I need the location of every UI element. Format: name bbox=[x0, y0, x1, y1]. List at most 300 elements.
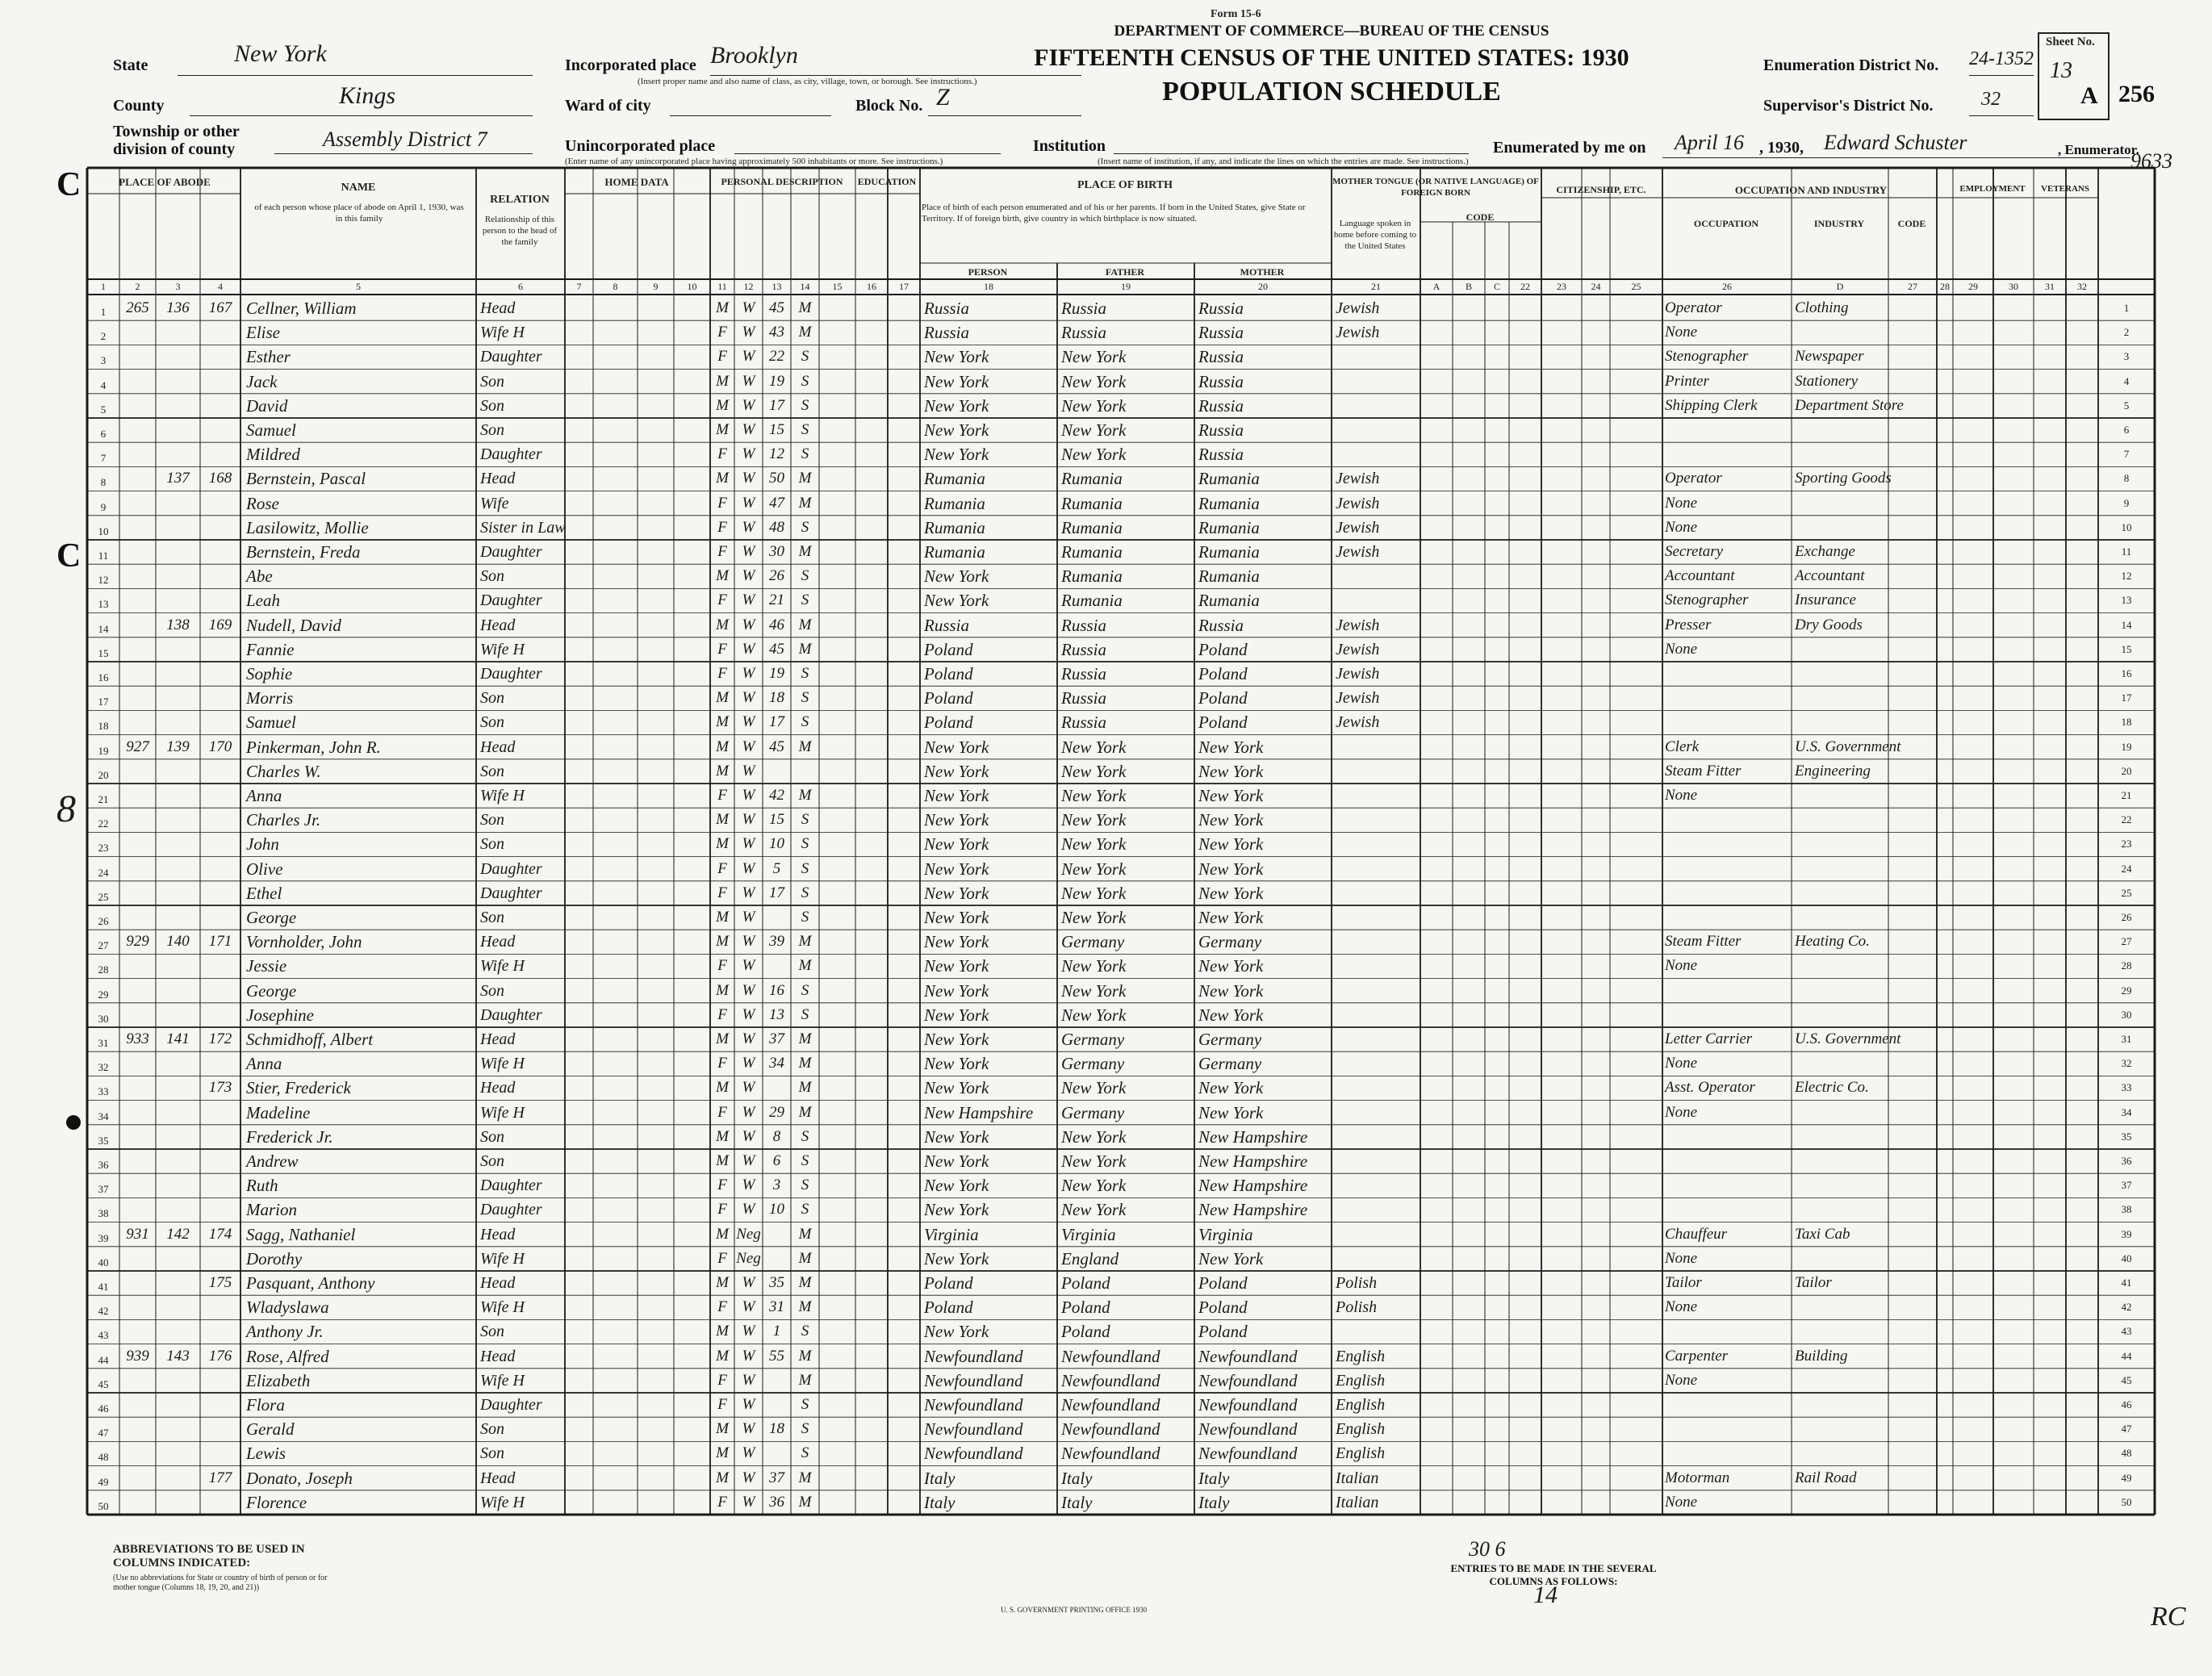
sex: M bbox=[716, 1323, 729, 1340]
mother-tongue: Jewish bbox=[1336, 665, 1380, 683]
marital: S bbox=[801, 1420, 809, 1438]
mother-birthplace: Poland bbox=[1198, 1322, 1248, 1342]
line-number-right: 48 bbox=[2121, 1447, 2132, 1460]
line-number: 11 bbox=[98, 550, 109, 562]
birthplace: New York bbox=[924, 956, 989, 976]
marital: S bbox=[801, 981, 809, 999]
sex: M bbox=[716, 689, 729, 707]
marital: S bbox=[801, 1201, 809, 1218]
line-number: 31 bbox=[98, 1037, 109, 1049]
race: W bbox=[742, 665, 755, 682]
dwelling-number: 141 bbox=[166, 1030, 190, 1047]
relation: Head bbox=[480, 616, 516, 634]
age: 43 bbox=[769, 324, 784, 341]
age: 1 bbox=[772, 1323, 781, 1340]
marital: M bbox=[798, 1030, 812, 1047]
relation: Wife H bbox=[480, 1103, 525, 1122]
sex: F bbox=[717, 1249, 727, 1267]
father-birthplace: Russia bbox=[1061, 615, 1107, 635]
mother-birthplace: Russia bbox=[1198, 615, 1244, 635]
person-head: PERSON bbox=[968, 266, 1008, 278]
person-name: Esther bbox=[246, 347, 291, 367]
birthplace: New York bbox=[924, 1176, 989, 1196]
family-number: 168 bbox=[208, 470, 232, 487]
line-number: 43 bbox=[98, 1329, 109, 1342]
age: 26 bbox=[769, 567, 784, 585]
line-number: 41 bbox=[98, 1281, 109, 1293]
mother-birthplace: New Hampshire bbox=[1198, 1151, 1308, 1171]
family-number: 167 bbox=[208, 299, 232, 316]
mother-birthplace: New York bbox=[1198, 883, 1264, 903]
person-name: Samuel bbox=[246, 713, 296, 733]
line-number: 34 bbox=[98, 1110, 109, 1122]
birthplace: Poland bbox=[924, 688, 973, 708]
line-number-right: 40 bbox=[2121, 1252, 2132, 1264]
line-number-right: 44 bbox=[2121, 1349, 2132, 1362]
relation: Head bbox=[480, 1030, 516, 1048]
sex: M bbox=[716, 811, 729, 829]
relation: Head bbox=[480, 1469, 516, 1487]
state-line bbox=[178, 75, 533, 76]
line-number: 38 bbox=[98, 1207, 109, 1220]
marital: S bbox=[801, 665, 809, 682]
person-name: Ethel bbox=[246, 883, 282, 903]
birthplace: Poland bbox=[924, 1273, 973, 1293]
line-number-right: 24 bbox=[2121, 862, 2132, 875]
occupation: Tailor bbox=[1665, 1274, 1702, 1291]
father-head: FATHER bbox=[1105, 266, 1145, 278]
corner-mark: RC bbox=[2151, 1602, 2186, 1632]
line-number: 14 bbox=[98, 622, 109, 635]
line-number: 22 bbox=[98, 817, 109, 830]
birthplace: Newfoundland bbox=[924, 1444, 1023, 1464]
line-number-right: 27 bbox=[2121, 935, 2132, 948]
column-number-15: 15 bbox=[832, 281, 843, 292]
mother-birthplace: Newfoundland bbox=[1198, 1346, 1298, 1366]
race: W bbox=[742, 640, 755, 658]
marital: S bbox=[801, 1152, 809, 1169]
occupation: Steam Fitter bbox=[1665, 762, 1742, 779]
sex: F bbox=[717, 494, 727, 512]
age: 37 bbox=[769, 1469, 784, 1486]
industry: Dry Goods bbox=[1795, 616, 1863, 633]
industry: U.S. Government bbox=[1795, 738, 1901, 755]
line-number-right: 50 bbox=[2121, 1495, 2132, 1508]
race: W bbox=[742, 933, 755, 951]
age: 3 bbox=[772, 1177, 781, 1194]
relation: Son bbox=[480, 981, 504, 1000]
mother-birthplace: Poland bbox=[1198, 639, 1248, 659]
occupation: None bbox=[1665, 787, 1698, 804]
occupation: Stenographer bbox=[1665, 348, 1749, 366]
ward-label: Ward of city bbox=[565, 97, 651, 115]
mother-tongue: English bbox=[1336, 1371, 1386, 1390]
father-birthplace: Russia bbox=[1061, 688, 1107, 708]
state-value: New York bbox=[234, 40, 327, 67]
race: W bbox=[742, 1177, 755, 1194]
father-birthplace: New York bbox=[1061, 761, 1127, 781]
mother-birthplace: New York bbox=[1198, 810, 1264, 830]
relation: Daughter bbox=[480, 1201, 542, 1219]
relation: Son bbox=[480, 567, 504, 586]
block-value: Z bbox=[936, 84, 950, 111]
relation: Sister in Law bbox=[480, 518, 566, 537]
birthplace: Rumania bbox=[924, 493, 985, 513]
mother-tongue: Jewish bbox=[1336, 543, 1380, 561]
block-label: Block No. bbox=[855, 97, 923, 115]
marital: S bbox=[801, 811, 809, 829]
line-number-right: 11 bbox=[2121, 545, 2132, 558]
father-birthplace: New York bbox=[1061, 420, 1127, 440]
person-name: Rose, Alfred bbox=[246, 1346, 329, 1366]
mother-birthplace: Russia bbox=[1198, 420, 1244, 440]
mother-birthplace: Rumania bbox=[1198, 542, 1260, 562]
person-name: Flora bbox=[246, 1395, 285, 1415]
father-birthplace: Newfoundland bbox=[1061, 1444, 1160, 1464]
birthplace: New York bbox=[924, 347, 989, 367]
line-number-right: 38 bbox=[2121, 1203, 2132, 1216]
family-number: 171 bbox=[208, 933, 232, 951]
relation: Daughter bbox=[480, 1396, 542, 1414]
person-name: Sophie bbox=[246, 664, 293, 683]
ed-line bbox=[1969, 75, 2034, 76]
race: W bbox=[742, 957, 755, 975]
person-name: Pinkerman, John R. bbox=[246, 737, 381, 757]
code2-head: CODE bbox=[1897, 218, 1926, 229]
mother-birthplace: Germany bbox=[1198, 932, 1262, 952]
age: 17 bbox=[769, 713, 784, 731]
abbrev-note: (Use no abbreviations for State or country of birth of person or for mother tongue (Columns 18, 19, 20, and 21)) bbox=[113, 1574, 328, 1592]
column-number-26: 26 bbox=[1722, 281, 1732, 292]
line-number: 19 bbox=[98, 744, 109, 757]
column-number-9: 9 bbox=[653, 281, 659, 292]
mother-birthplace: Virginia bbox=[1198, 1224, 1253, 1244]
mother-birthplace: New York bbox=[1198, 737, 1264, 757]
age: 13 bbox=[769, 1005, 784, 1023]
father-birthplace: Poland bbox=[1061, 1298, 1110, 1318]
age: 31 bbox=[769, 1298, 784, 1316]
occupation: Chauffeur bbox=[1665, 1225, 1728, 1243]
enumerator-name: Edward Schuster bbox=[1824, 131, 1967, 154]
mother-birthplace: Germany bbox=[1198, 1030, 1262, 1049]
father-birthplace: New York bbox=[1061, 834, 1127, 855]
person-name: Jessie bbox=[246, 956, 287, 976]
relation: Wife H bbox=[480, 1493, 525, 1511]
race: W bbox=[742, 1055, 755, 1072]
column-number-6: 6 bbox=[518, 281, 523, 292]
industry: Department Store bbox=[1795, 396, 1904, 414]
mother-tongue: English bbox=[1336, 1420, 1386, 1439]
mother-birthplace: New York bbox=[1198, 1005, 1264, 1025]
sex: F bbox=[717, 1493, 727, 1511]
mother-head: MOTHER bbox=[1240, 266, 1285, 278]
dwelling-number: 138 bbox=[166, 616, 190, 633]
dwelling-number: 136 bbox=[166, 299, 190, 316]
line-number: 26 bbox=[98, 915, 109, 927]
family-number: 172 bbox=[208, 1030, 232, 1047]
age: 12 bbox=[769, 445, 784, 463]
marital: S bbox=[801, 421, 809, 438]
person-name: Dorothy bbox=[246, 1248, 303, 1268]
line-number: 50 bbox=[98, 1499, 109, 1512]
relation-desc: Relationship of this person to the head of the family bbox=[482, 215, 558, 247]
age: 18 bbox=[769, 689, 784, 707]
column-number-18: 18 bbox=[984, 281, 993, 292]
father-birthplace: New York bbox=[1061, 786, 1127, 805]
father-birthplace: Rumania bbox=[1061, 469, 1123, 489]
section-personal: PERSONAL DESCRIPTION bbox=[721, 176, 843, 187]
column-number-25: 25 bbox=[1631, 281, 1641, 292]
race: W bbox=[742, 981, 755, 999]
marital: S bbox=[801, 348, 809, 366]
section-employment: EMPLOYMENT bbox=[1959, 184, 2026, 194]
relation: Son bbox=[480, 762, 504, 780]
industry: Tailor bbox=[1795, 1274, 1832, 1291]
mother-tongue: Jewish bbox=[1336, 518, 1380, 537]
person-name: Gerald bbox=[246, 1419, 295, 1440]
sex: M bbox=[716, 1225, 729, 1243]
marital: M bbox=[798, 616, 812, 633]
line-number-right: 6 bbox=[2123, 424, 2130, 436]
line-number-right: 23 bbox=[2121, 838, 2132, 851]
industry: Accountant bbox=[1795, 567, 1865, 585]
dwelling-number: 142 bbox=[166, 1225, 190, 1243]
line-number-right: 17 bbox=[2121, 692, 2132, 704]
sex: M bbox=[716, 933, 729, 951]
name-desc: of each person whose place of abode on April 1, 1930, was in this family bbox=[254, 203, 464, 224]
marital: S bbox=[801, 1177, 809, 1194]
industry-head: INDUSTRY bbox=[1813, 218, 1865, 229]
line-number-right: 49 bbox=[2121, 1471, 2132, 1484]
tally-marks-2: 14 bbox=[1533, 1582, 1558, 1608]
line-number-right: 18 bbox=[2121, 716, 2132, 729]
person-name: Vornholder, John bbox=[246, 932, 362, 952]
line-number: 37 bbox=[98, 1183, 109, 1196]
department-title: DEPARTMENT OF COMMERCE—BUREAU OF THE CENSUS bbox=[1114, 23, 1549, 40]
race: W bbox=[742, 1103, 755, 1121]
column-number-2: 2 bbox=[135, 281, 140, 292]
birthplace: New York bbox=[924, 810, 989, 830]
column-number-29: 29 bbox=[1968, 281, 1978, 292]
column-number-1: 1 bbox=[101, 281, 106, 292]
relation: Son bbox=[480, 1420, 504, 1439]
mother-birthplace: Russia bbox=[1198, 395, 1244, 416]
birthplace: Rumania bbox=[924, 469, 985, 489]
race: W bbox=[742, 884, 755, 901]
race: W bbox=[742, 738, 755, 755]
column-number-13: 13 bbox=[771, 281, 782, 292]
column-number-B: B bbox=[1465, 281, 1472, 292]
relation: Son bbox=[480, 1127, 504, 1146]
marital: S bbox=[801, 859, 809, 877]
age: 30 bbox=[769, 543, 784, 560]
father-birthplace: Russia bbox=[1061, 639, 1107, 659]
mother-birthplace: Newfoundland bbox=[1198, 1419, 1298, 1440]
age: 29 bbox=[769, 1103, 784, 1121]
line-number: 23 bbox=[98, 842, 109, 855]
birthplace: New York bbox=[924, 1078, 989, 1098]
industry: Clothing bbox=[1795, 299, 1849, 316]
line-number: 12 bbox=[98, 574, 109, 587]
occupation: None bbox=[1665, 1055, 1698, 1072]
industry: Sporting Goods bbox=[1795, 470, 1892, 487]
line-number: 40 bbox=[98, 1256, 109, 1268]
person-name: Lasilowitz, Mollie bbox=[246, 517, 369, 537]
age: 17 bbox=[769, 396, 784, 414]
race: W bbox=[742, 1493, 755, 1511]
sex: F bbox=[717, 445, 727, 463]
line-number: 13 bbox=[98, 598, 109, 611]
section-occupation: OCCUPATION AND INDUSTRY bbox=[1734, 184, 1888, 196]
column-number-C: C bbox=[1493, 281, 1500, 292]
age: 21 bbox=[769, 591, 784, 609]
line-number: 46 bbox=[98, 1402, 109, 1415]
relation: Head bbox=[480, 1274, 516, 1292]
race: W bbox=[742, 1298, 755, 1316]
race: W bbox=[742, 616, 755, 633]
line-number-right: 47 bbox=[2121, 1423, 2132, 1436]
mother-birthplace: Italy bbox=[1198, 1492, 1230, 1512]
person-name: Florence bbox=[246, 1492, 307, 1512]
age: 6 bbox=[772, 1152, 781, 1169]
race: W bbox=[742, 787, 755, 804]
father-birthplace: Russia bbox=[1061, 299, 1107, 318]
sex: F bbox=[717, 1055, 727, 1072]
birthplace: Newfoundland bbox=[924, 1346, 1023, 1366]
marital: M bbox=[798, 1274, 812, 1291]
incorporated-value: Brooklyn bbox=[710, 42, 798, 69]
unincorporated-note: (Enter name of any unincorporated place having approximately 500 inhabitants or more. See instructions.) bbox=[565, 157, 943, 166]
birthplace: New York bbox=[924, 395, 989, 416]
occupation: Shipping Clerk bbox=[1665, 396, 1758, 414]
line-number-right: 4 bbox=[2123, 374, 2130, 387]
occupation: None bbox=[1665, 1371, 1698, 1389]
father-birthplace: New York bbox=[1061, 347, 1127, 367]
mother-birthplace: Newfoundland bbox=[1198, 1444, 1298, 1464]
ed-value: 24-1352 bbox=[1969, 48, 2034, 69]
line-number-right: 28 bbox=[2121, 959, 2132, 972]
industry: Building bbox=[1795, 1347, 1848, 1365]
race: W bbox=[742, 445, 755, 463]
enumerated-label: Enumerated by me on bbox=[1493, 139, 1646, 157]
occupation: Asst. Operator bbox=[1665, 1079, 1755, 1097]
mother-birthplace: New Hampshire bbox=[1198, 1126, 1308, 1147]
marital: M bbox=[798, 933, 812, 951]
line-number: 30 bbox=[98, 1012, 109, 1025]
birthplace: Poland bbox=[924, 639, 973, 659]
marital: M bbox=[798, 1055, 812, 1072]
line-number-right: 43 bbox=[2121, 1325, 2132, 1338]
birthplace: New York bbox=[924, 1200, 989, 1220]
sex: M bbox=[716, 762, 729, 779]
marital: M bbox=[798, 1079, 812, 1097]
occupation: Accountant bbox=[1665, 567, 1735, 585]
relation: Son bbox=[480, 1152, 504, 1170]
birthplace: New York bbox=[924, 371, 989, 391]
institution-line bbox=[1114, 153, 1469, 154]
line-number: 36 bbox=[98, 1159, 109, 1171]
enumerator-label: , Enumerator. bbox=[2058, 142, 2139, 157]
marital: S bbox=[801, 689, 809, 707]
mother-tongue: Jewish bbox=[1336, 299, 1380, 317]
father-birthplace: Germany bbox=[1061, 1030, 1125, 1049]
race: W bbox=[742, 372, 755, 390]
line-number-right: 36 bbox=[2121, 1155, 2132, 1167]
relation: Head bbox=[480, 470, 516, 488]
punch-hole-icon bbox=[66, 1115, 81, 1130]
marital: M bbox=[798, 299, 812, 316]
age: 16 bbox=[769, 981, 784, 999]
father-birthplace: Rumania bbox=[1061, 566, 1123, 587]
person-name: Abe bbox=[246, 566, 273, 587]
father-birthplace: Newfoundland bbox=[1061, 1395, 1160, 1415]
dwelling-number: 137 bbox=[166, 470, 190, 487]
birthplace: Italy bbox=[924, 1468, 955, 1488]
column-number-D: D bbox=[1836, 281, 1844, 292]
relation: Wife bbox=[480, 494, 509, 512]
column-number-12: 12 bbox=[743, 281, 754, 292]
relation: Daughter bbox=[480, 543, 542, 561]
column-number-23: 23 bbox=[1557, 281, 1566, 292]
column-number-5: 5 bbox=[356, 281, 361, 292]
marital: M bbox=[798, 1493, 812, 1511]
mother-birthplace: Poland bbox=[1198, 664, 1248, 683]
person-name: Bernstein, Pascal bbox=[246, 469, 366, 489]
house-number: 927 bbox=[126, 738, 149, 755]
sex: M bbox=[716, 470, 729, 487]
person-name: David bbox=[246, 395, 288, 416]
birthplace: Poland bbox=[924, 1298, 973, 1318]
line-number: 10 bbox=[98, 525, 109, 537]
language-desc: Language spoken in home before coming to the United States bbox=[1333, 219, 1417, 251]
line-number-right: 3 bbox=[2123, 350, 2130, 363]
section-education: EDUCATION bbox=[857, 176, 917, 187]
mother-birthplace: New Hampshire bbox=[1198, 1176, 1308, 1196]
father-birthplace: New York bbox=[1061, 1200, 1127, 1220]
mother-birthplace: New York bbox=[1198, 859, 1264, 879]
line-number-right: 32 bbox=[2121, 1057, 2132, 1070]
marital: M bbox=[798, 1469, 812, 1486]
family-number: 177 bbox=[208, 1469, 232, 1486]
person-name: Josephine bbox=[246, 1005, 314, 1025]
birthplace: New York bbox=[924, 883, 989, 903]
sex: M bbox=[716, 567, 729, 585]
margin-stamp: 9633 bbox=[2130, 149, 2172, 173]
industry: Exchange bbox=[1795, 543, 1855, 560]
census-title: FIFTEENTH CENSUS OF THE UNITED STATES: 1930 bbox=[1034, 44, 1629, 71]
line-number: 15 bbox=[98, 646, 109, 659]
column-number-32: 32 bbox=[2077, 281, 2087, 292]
person-name: Elise bbox=[246, 323, 280, 343]
person-name: Bernstein, Freda bbox=[246, 542, 361, 562]
township-label: Township or other division of county bbox=[113, 123, 240, 158]
sex: F bbox=[717, 665, 727, 682]
line-number-right: 46 bbox=[2121, 1398, 2132, 1411]
race: W bbox=[742, 518, 755, 536]
person-name: Marion bbox=[246, 1200, 297, 1220]
marital: M bbox=[798, 470, 812, 487]
father-birthplace: New York bbox=[1061, 883, 1127, 903]
form-number: Form 15-6 bbox=[1211, 8, 1261, 20]
relation: Wife H bbox=[480, 640, 525, 658]
age: 45 bbox=[769, 738, 784, 755]
race: W bbox=[742, 396, 755, 414]
line-number-right: 39 bbox=[2121, 1227, 2132, 1240]
sex: M bbox=[716, 1079, 729, 1097]
birthplace: Poland bbox=[924, 664, 973, 683]
father-birthplace: Newfoundland bbox=[1061, 1419, 1160, 1440]
line-number: 17 bbox=[98, 696, 109, 708]
